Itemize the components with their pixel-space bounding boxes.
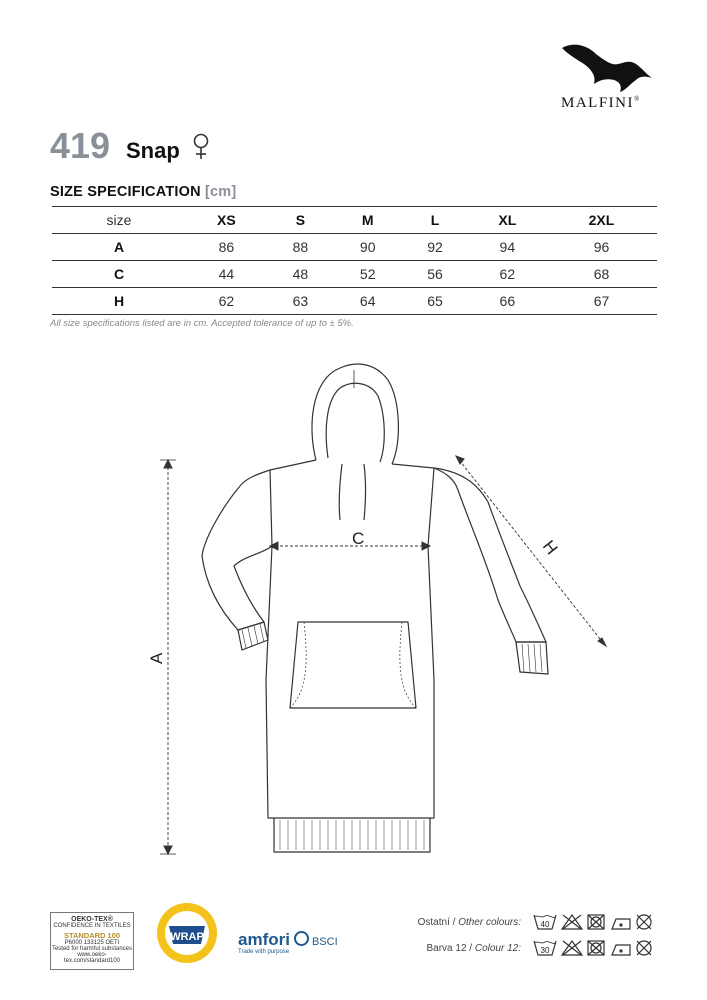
- size-table: [52, 206, 657, 315]
- table-cell: 92: [427, 239, 443, 255]
- hoodie-dress-drawing: [140, 360, 620, 860]
- table-cell: 44: [218, 266, 235, 282]
- table-cell: 88: [292, 239, 309, 255]
- eagle-icon: [560, 40, 660, 95]
- size-spec-unit: [cm]: [205, 184, 237, 200]
- female-icon: [192, 133, 210, 166]
- table-cell: 65: [427, 293, 443, 309]
- product-name: Snap: [126, 138, 180, 163]
- wash-temp-colour-12: 30: [540, 946, 550, 955]
- other-colours-cz: Ostatní /: [417, 917, 456, 928]
- bsci-mark: [294, 936, 338, 948]
- table-header-cell: XS: [217, 212, 236, 228]
- table-header-cell: S: [295, 212, 306, 228]
- row-label: H: [113, 293, 125, 309]
- brand-name: MALFINI: [561, 95, 634, 111]
- table-cell: 68: [593, 266, 610, 282]
- row-label: C: [113, 266, 125, 282]
- table-cell: 62: [218, 293, 235, 309]
- size-spec-title-text: SIZE SPECIFICATION: [50, 184, 201, 200]
- row-label: A: [113, 239, 125, 255]
- colour-12-cz: Barva 12 /: [426, 943, 473, 954]
- other-colours-en: Other colours:: [458, 917, 521, 928]
- table-header-cell: L: [430, 212, 440, 228]
- table-header-cell: M: [361, 212, 374, 228]
- table-row: [52, 261, 657, 288]
- oeko-line1: CONFIDENCE IN TEXTILES: [53, 923, 131, 929]
- table-cell: 48: [292, 266, 309, 282]
- label-h: H: [538, 536, 562, 559]
- table-header-cell: size: [106, 212, 132, 228]
- table-cell: 52: [359, 266, 376, 282]
- wrap-badge: [154, 900, 220, 966]
- table-header-row: [52, 207, 657, 234]
- wrap-text: WRAP: [170, 931, 204, 943]
- table-cell: 66: [499, 293, 516, 309]
- registered-mark: ®: [634, 95, 641, 103]
- table-cell: 86: [218, 239, 235, 255]
- table-cell: 94: [499, 239, 516, 255]
- table-row: [52, 234, 657, 261]
- table-cell: 90: [359, 239, 376, 255]
- colour-12-label: [426, 943, 521, 954]
- table-cell: 64: [359, 293, 376, 309]
- care-symbols-colour-12: [532, 937, 662, 959]
- table-cell: 62: [499, 266, 516, 282]
- oeko-tex-badge: [50, 912, 134, 970]
- table-cell: 96: [593, 239, 610, 255]
- tolerance-note: All size specifications listed are in cm. Accepted tolerance of up to ± 5%.: [50, 318, 354, 329]
- label-c: C: [352, 529, 365, 548]
- oeko-standard: STANDARD 100: [63, 931, 121, 940]
- amfori-name: amfori: [238, 930, 290, 949]
- care-symbols-other: [532, 911, 662, 933]
- amfori-tagline: Trade with purpose: [238, 949, 290, 955]
- oeko-title: OEKO-TEX®: [71, 916, 113, 923]
- bsci-text: BSCI: [311, 936, 338, 948]
- other-colours-label: [418, 917, 521, 928]
- table-cell: 56: [427, 266, 443, 282]
- table-cell: 67: [593, 293, 610, 309]
- label-a: A: [147, 652, 166, 664]
- malfini-logo: [556, 40, 662, 118]
- colour-12-en: Colour 12:: [474, 943, 521, 954]
- oeko-line3: Tested for harmful substances: [51, 946, 133, 952]
- wash-temp-other: 40: [540, 920, 550, 929]
- wrap-seal-icon: [154, 900, 220, 966]
- table-row: [52, 288, 657, 315]
- table-cell: 63: [292, 293, 309, 309]
- product-code: 419: [50, 125, 111, 166]
- table-header-cell: 2XL: [588, 212, 615, 228]
- oeko-url: www.oeko-tex.com/standard100: [63, 952, 121, 964]
- table-header-cell: XL: [498, 212, 517, 228]
- oeko-code: P6000 133125 OETI: [64, 940, 120, 946]
- size-spec-title: [50, 184, 236, 200]
- amfori-bsci-logo: [238, 930, 338, 955]
